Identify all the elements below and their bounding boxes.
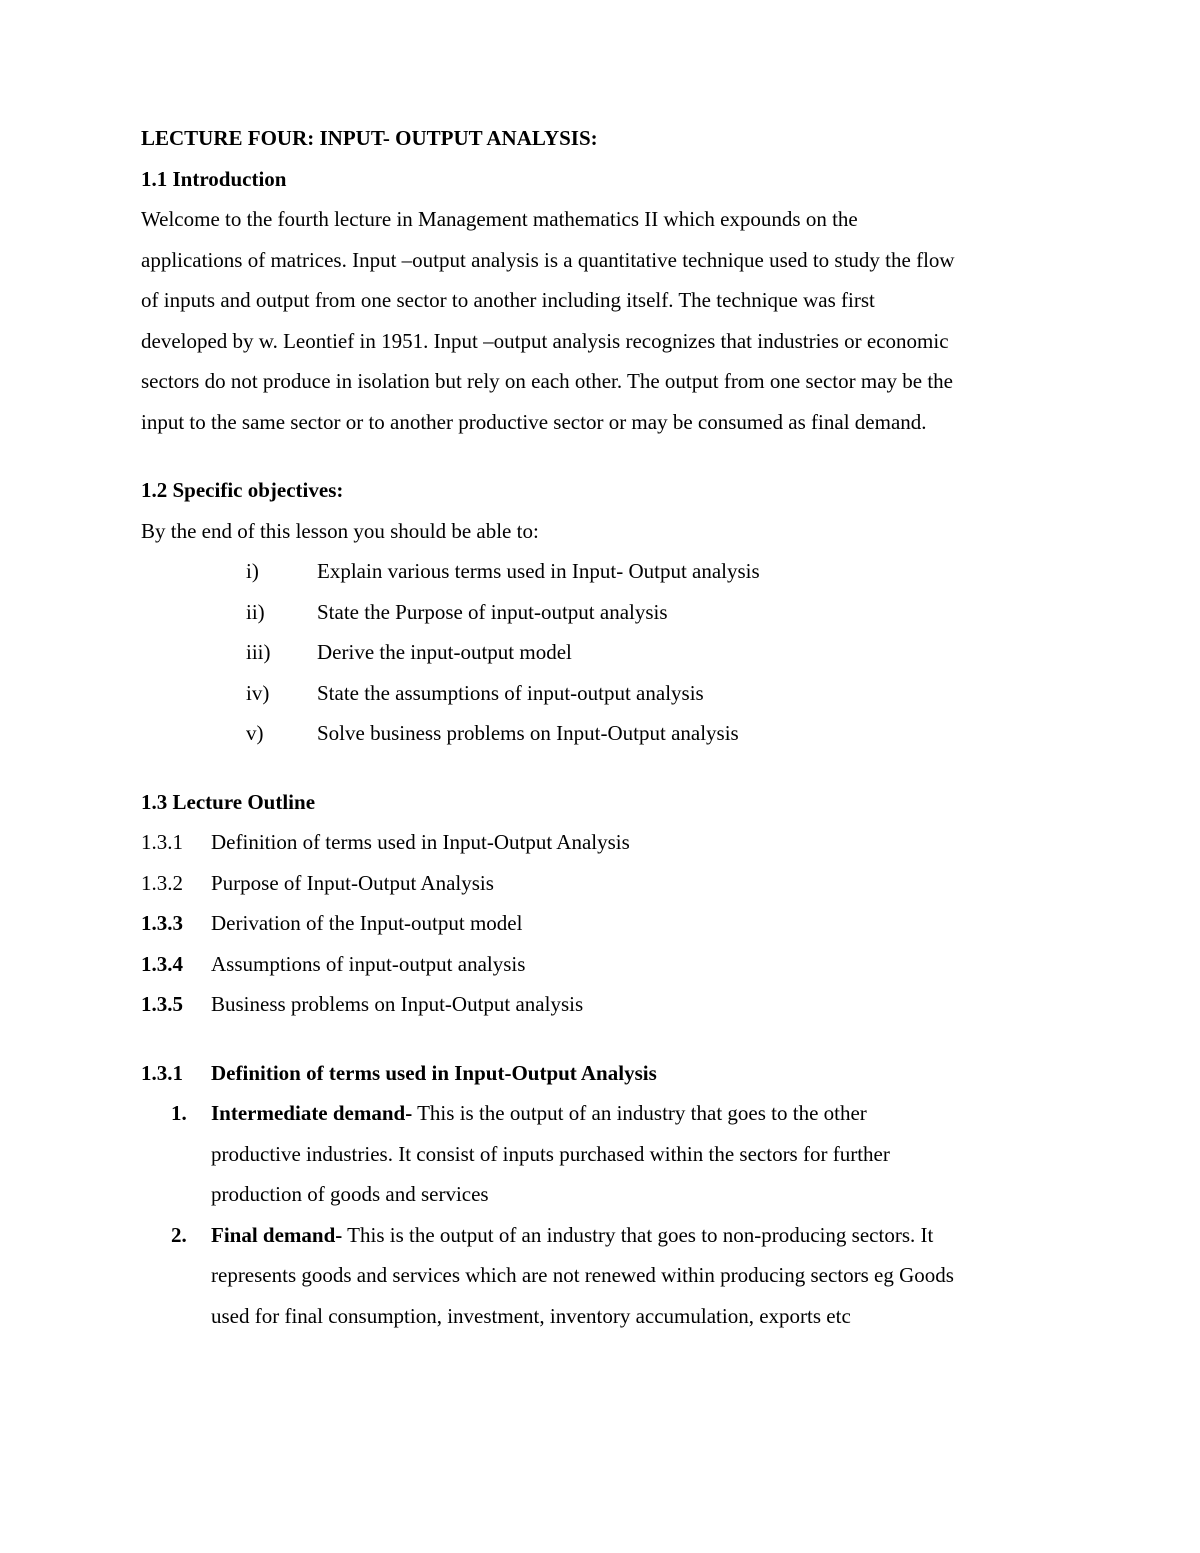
outline-item [141, 863, 1061, 904]
lecture-title: LECTURE FOUR: INPUT- OUTPUT ANALYSIS: [141, 126, 598, 150]
objective-number: ii) [246, 599, 265, 624]
definition-item [141, 1215, 1061, 1256]
definitions-heading [141, 1053, 1061, 1094]
objective-item [141, 592, 1061, 633]
objective-text: Explain various terms used in Input- Output analysis [317, 559, 760, 583]
objective-number: i) [246, 559, 259, 583]
outline-number: 1.3.1 [141, 830, 183, 854]
outline-number: 1.3.2 [141, 870, 183, 895]
definitions-list [141, 1093, 1061, 1336]
intro-heading: 1.1 Introduction [141, 166, 287, 191]
definition-continuation: represents goods and services which are not renewed within producing sectors eg Goods [211, 1263, 954, 1287]
definition-text: This is the output of an industry that goes to non-producing sectors. It [342, 1222, 934, 1247]
objective-item [141, 673, 1061, 714]
objective-text: Derive the input-output model [317, 640, 572, 664]
outline-text: Business problems on Input-Output analysis [211, 992, 584, 1016]
intro-line: Welcome to the fourth lecture in Management mathematics II which expounds on the [141, 207, 858, 231]
intro-line: applications of matrices. Input –output analysis is a quantitative technique used to study the flow [141, 247, 955, 272]
definition-item [141, 1093, 1061, 1134]
objective-text: State the assumptions of input-output analysis [317, 680, 704, 705]
outline-item [141, 944, 1061, 985]
intro-line: of inputs and output from one sector to another including itself. The technique was first [141, 288, 875, 312]
outline-text: Definition of terms used in Input-Output Analysis [211, 830, 630, 854]
intro-line: input to the same sector or to another productive sector or may be consumed as final demand. [141, 409, 927, 434]
outline-item [141, 984, 1061, 1025]
outline-text: Purpose of Input-Output Analysis [211, 870, 494, 895]
objective-number: iv) [246, 680, 270, 705]
objective-number: iii) [246, 640, 271, 664]
outline-text: Derivation of the Input-output model [211, 911, 523, 935]
objective-item [141, 713, 1061, 754]
definition-continuation: production of goods and services [211, 1182, 489, 1206]
objectives-list [141, 551, 1061, 754]
definition-number: 1. [171, 1101, 187, 1125]
definition-text: This is the output of an industry that goes to the other [412, 1101, 867, 1125]
outline-item [141, 822, 1061, 863]
intro-line: sectors do not produce in isolation but rely on each other. The output from one sector may be the [141, 369, 953, 393]
definition-term: Intermediate demand- [211, 1101, 413, 1125]
definition-term: Final demand- [211, 1222, 343, 1247]
outline-text: Assumptions of input-output analysis [211, 951, 526, 976]
outline-number: 1.3.4 [141, 951, 183, 976]
definition-continuation: productive industries. It consist of inputs purchased within the sectors for further [211, 1141, 890, 1166]
definitions-title: Definition of terms used in Input-Output Analysis [211, 1060, 657, 1085]
intro-paragraph [141, 199, 1061, 442]
objective-number: v) [246, 721, 264, 745]
outline-item [141, 903, 1061, 944]
definitions-number: 1.3.1 [141, 1060, 183, 1085]
objectives-lead: By the end of this lesson you should be able to: [141, 518, 539, 543]
outline-heading: 1.3 Lecture Outline [141, 789, 316, 814]
definition-number: 2. [171, 1222, 187, 1247]
objective-text: Solve business problems on Input-Output analysis [317, 721, 739, 745]
document-page [141, 118, 1061, 1336]
intro-line: developed by w. Leontief in 1951. Input –output analysis recognizes that industries or economic [141, 328, 949, 353]
objective-text: State the Purpose of input-output analysis [317, 599, 668, 624]
outline-list [141, 822, 1061, 1025]
outline-number: 1.3.5 [141, 992, 183, 1016]
objective-item [141, 551, 1061, 592]
outline-number: 1.3.3 [141, 911, 183, 935]
definition-continuation: used for final consumption, investment, inventory accumulation, exports etc [211, 1303, 851, 1328]
objective-item [141, 632, 1061, 673]
objectives-heading: 1.2 Specific objectives: [141, 478, 344, 502]
